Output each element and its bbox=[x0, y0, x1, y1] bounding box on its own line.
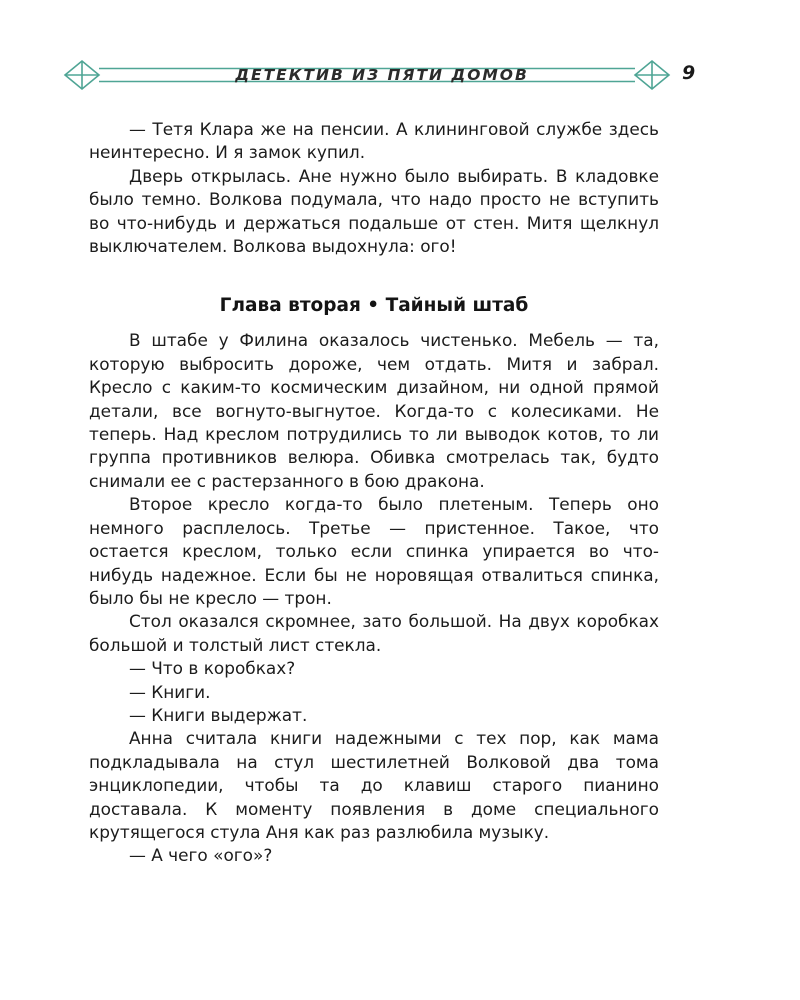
paragraph: Второе кресло когда-то было плетеным. Теперь оно немного расплелось. Третье — пристенное. Такое, что остается креслом, только если спинка упирается во что-нибудь надежное. Если бы не норовящая отвалиться спинка, было бы не кресло — трон. bbox=[89, 494, 659, 608]
dialogue-line: — Книги выдержат. bbox=[129, 704, 308, 725]
dialogue-line: — Что в коробках? bbox=[129, 658, 296, 679]
chapter-heading: Глава вторая • Тайный штаб bbox=[219, 295, 529, 317]
paragraph: Дверь открылась. Ане нужно было выбирать. В кладовке было темно. Волкова подумала, что надо просто не вступить во что-нибудь и держаться подальше от стен. Митя щелкнул выключателем. Волкова выдохнула: ого! bbox=[89, 165, 659, 257]
running-header bbox=[62, 58, 722, 94]
running-title: ДЕТЕКТИВ ИЗ ПЯТИ ДОМОВ bbox=[235, 66, 529, 84]
paragraph: Стол оказался скромнее, зато большой. На двух коробках большой и толстый лист стекла. bbox=[89, 611, 659, 655]
page-body bbox=[89, 118, 659, 868]
page-number: 9 bbox=[682, 62, 696, 84]
dialogue-line: — А чего «ого»? bbox=[129, 845, 273, 866]
paragraph: — Тетя Клара же на пенсии. А клининговой службе здесь неинтересно. И я замок купил. bbox=[89, 119, 659, 163]
dialogue-line: — Книги. bbox=[129, 681, 211, 702]
paragraph: Анна считала книги надежными с тех пор, как мама подкладывала на стул шестилетней Волковой два тома энциклопедии, чтобы та до клавиш старого пианино доставала. К моменту появления в доме специального крутящегося стула Аня как раз разлюбила музыку. bbox=[89, 728, 659, 842]
paragraph: В штабе у Филина оказалось чистенько. Мебель — та, которую выбросить дороже, чем отдать. Митя и забрал. Кресло с каким-то космическим дизайном, ни одной прямой детали, все вогнуто-выгнутое. Когда-то с колесиками. Не теперь. Над креслом потрудились то ли выводок котов, то ли группа противников велюра. Обивка смотрелась так, будто снимали ее с растерзанного в бою дракона. bbox=[89, 330, 659, 491]
